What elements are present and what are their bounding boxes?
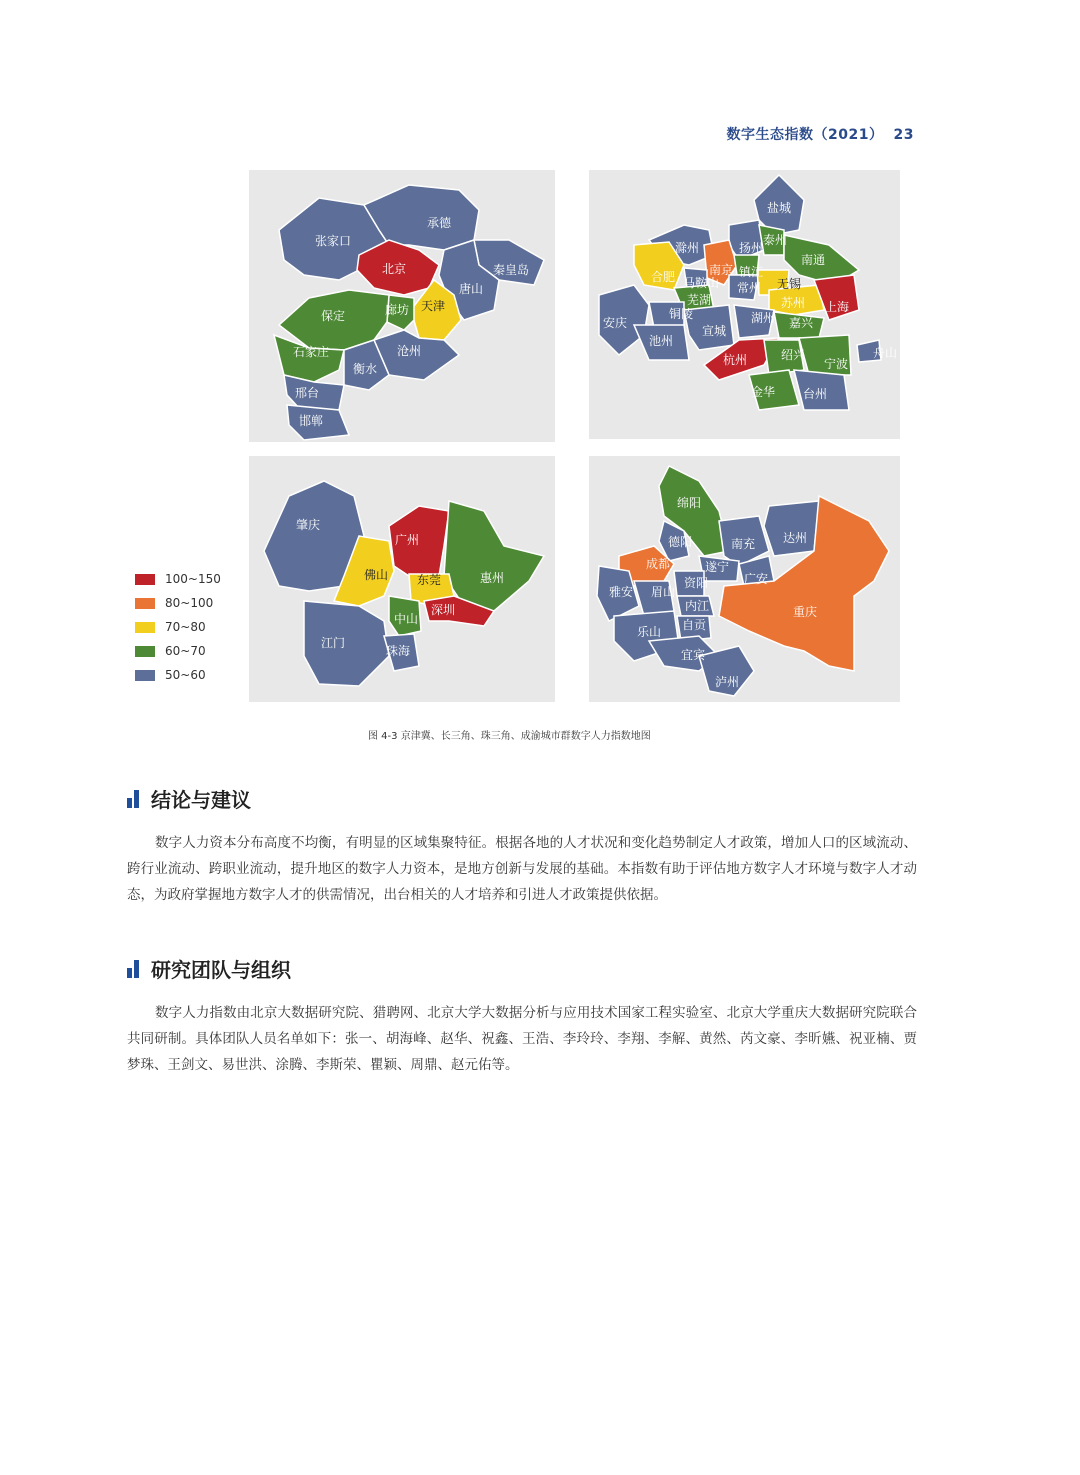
city-label: 苏州 [781,296,806,310]
team-paragraph: 数字人力指数由北京大数据研究院、猎聘网、北京大学大数据分析与应用技术国家工程实验室、北京大学重庆大数据研究院联合共同研制。具体团队人员名单如下：张一、胡海峰、赵华、祝鑫、王浩、李玲玲、李翔、李解、黄然、芮文豪、李昕嬿、祝亚楠、贾梦珠、王剑文、易世洪、涂腾、李斯荣、瞿颖、周鼎、赵元佑等。 [127,1005,917,1073]
city-label: 德阳 [668,535,693,549]
section-title-text: 研究团队与组织 [151,958,291,982]
map-chengyu-svg [589,456,900,702]
map-jingjinji [249,170,555,442]
city-label: 北京 [382,262,407,276]
section-title-text: 结论与建议 [151,788,251,812]
page-header [727,124,914,144]
city-label: 江门 [321,636,346,650]
city-label: 池州 [649,334,674,348]
city-label: 中山 [394,612,419,626]
map-jingjinji-svg [249,170,555,442]
city-label: 衡水 [353,362,378,376]
legend-label: 60~70 [165,644,206,658]
city-label: 南通 [801,253,826,267]
legend-item [135,567,221,591]
city-label: 盐城 [767,201,792,215]
legend-swatch [135,574,155,585]
city-label: 廊坊 [385,303,410,317]
city-label: 台州 [803,387,828,401]
city-label: 沧州 [397,344,422,358]
region-jiangmen [304,601,389,686]
city-label: 铜陵 [669,307,694,321]
city-label: 深圳 [431,603,456,617]
legend-label: 70~80 [165,620,206,634]
city-label: 南充 [731,537,756,551]
city-label: 上海 [825,300,850,314]
city-label: 眉山 [651,585,676,599]
city-label: 镇江 [739,265,764,279]
city-label: 嘉兴 [789,316,814,330]
region-dazhou [764,501,819,556]
city-label: 东莞 [417,573,442,587]
city-label: 石家庄 [293,345,330,359]
section-bar-icon [127,960,141,978]
legend-item [135,663,221,687]
section-title-conclusion [127,784,251,813]
city-label: 自贡 [682,618,707,632]
page-number: 23 [893,127,914,143]
city-label: 芜湖 [687,293,712,307]
legend-item [135,615,221,639]
conclusion-paragraph: 数字人力资本分布高度不均衡，有明显的区域集聚特征。根据各地的人才状况和变化趋势制定人才政策，增加人口的区域流动、跨行业流动、跨职业流动，提升地区的数字人力资本，是地方创新与发展的基础。本指数有助于评估地方数字人才环境与数字人才动态，为政府掌握地方数字人才的供需情况，出台相关的人才培养和引进人才政策提供依据。 [127,835,917,903]
city-label: 宜宾 [681,648,706,662]
legend-item [135,639,221,663]
city-label: 绍兴 [781,348,806,362]
city-label: 内江 [685,599,710,613]
city-label: 承德 [427,216,452,230]
city-label: 金华 [751,385,776,399]
map-chengyu [589,456,900,702]
city-label: 佛山 [364,568,389,582]
legend-swatch [135,670,155,681]
city-label: 乐山 [637,625,662,639]
city-label: 扬州 [739,241,764,255]
section-title-team [127,954,291,983]
legend-item [135,591,221,615]
city-label: 马鞍山 [683,276,720,290]
city-label: 舟山 [873,346,898,360]
city-label: 合肥 [651,270,676,284]
city-label: 惠州 [480,571,505,585]
map-changsanjiao-svg [589,170,900,439]
section-bar-icon [127,790,141,808]
legend-label: 100~150 [165,572,221,586]
city-label: 达州 [783,531,808,545]
city-label: 唐山 [459,282,484,296]
legend-swatch [135,622,155,633]
city-label: 天津 [421,299,446,313]
region-huizhou [444,501,544,611]
legend-swatch [135,646,155,657]
city-label: 南京 [709,263,734,277]
city-label: 泰州 [763,233,788,247]
map-legend [135,567,221,687]
figure-caption: 图 4-3 京津冀、长三角、珠三角、成渝城市群数字人力指数地图 [368,731,651,742]
city-label: 保定 [321,309,346,323]
city-label: 湖州 [751,311,776,325]
city-label: 绵阳 [677,496,702,510]
map-zhusanjiao [249,456,555,702]
city-label: 滁州 [675,241,700,255]
city-label: 常州 [737,281,762,295]
city-label: 雅安 [609,585,634,599]
map-zhusanjiao-svg [249,456,555,702]
city-label: 宣城 [702,324,727,338]
city-label: 遂宁 [705,560,730,574]
city-label: 无锡 [777,277,802,291]
city-label: 张家口 [315,234,352,248]
city-label: 广安 [744,572,769,586]
legend-label: 50~60 [165,668,206,682]
city-label: 杭州 [723,353,748,367]
city-label: 资阳 [684,576,709,590]
city-label: 宁波 [824,357,849,371]
city-label: 泸州 [715,675,740,689]
map-changsanjiao [589,170,900,439]
legend-swatch [135,598,155,609]
header-title: 数字生态指数（2021） [726,127,884,143]
city-label: 邢台 [295,386,320,400]
legend-label: 80~100 [165,596,214,610]
city-label: 成都 [646,557,671,571]
city-label: 珠海 [386,644,411,658]
city-label: 肇庆 [296,518,321,532]
city-label: 安庆 [603,316,628,330]
city-label: 广州 [395,533,420,547]
city-label: 秦皇岛 [493,263,530,277]
city-label: 重庆 [793,605,818,619]
city-label: 邯郸 [299,414,324,428]
